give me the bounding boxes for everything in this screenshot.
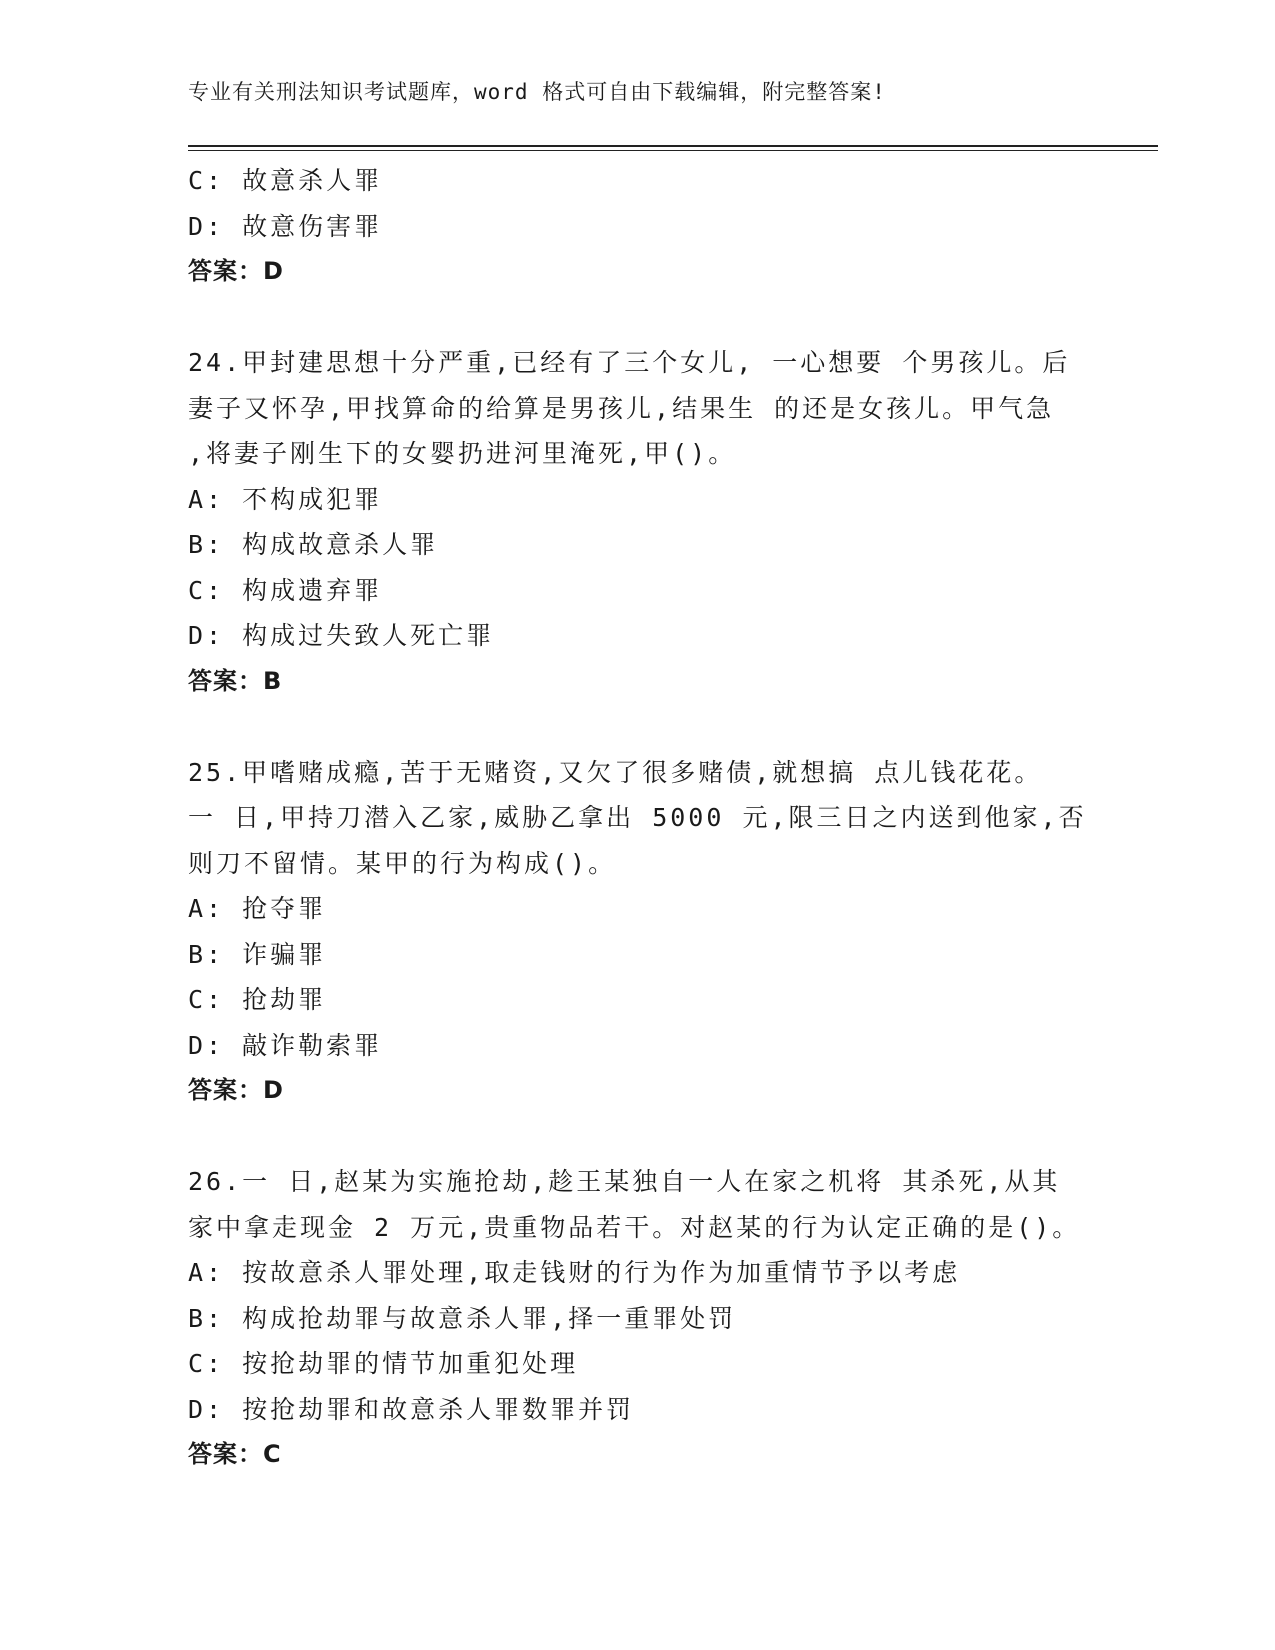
option-line: A: 按故意杀人罪处理,取走钱财的行为作为加重情节予以考虑	[188, 1258, 961, 1287]
option-line: B: 构成抢劫罪与故意杀人罪,择一重罪处罚	[188, 1303, 737, 1333]
answer-line: 答案：D	[188, 257, 284, 285]
option-line: D: 按抢劫罪和故意杀人罪数罪并罚	[188, 1394, 635, 1424]
answer-line: 答案：C	[188, 1440, 282, 1468]
option-line: C: 抢劫罪	[188, 985, 327, 1014]
spacer	[188, 1114, 1088, 1160]
question-stem-line: 则刀不留情。某甲的行为构成()。	[188, 848, 617, 878]
answer-line: 答案：D	[188, 1076, 284, 1104]
page-header: 专业有关刑法知识考试题库，word 格式可自由下载编辑，附完整答案!	[188, 80, 886, 104]
option-line: C: 按抢劫罪的情节加重犯处理	[188, 1349, 579, 1378]
option-line: D: 敲诈勒索罪	[188, 1030, 383, 1060]
question-26	[188, 1159, 1088, 1478]
option-line: D: 构成过失致人死亡罪	[188, 621, 495, 650]
answer-line: 答案：B	[188, 666, 283, 695]
question-stem-line: 25.甲嗜赌成瘾,苦于无赌资,又欠了很多赌债,就想搞 点儿钱花花。	[188, 757, 1043, 787]
option-line: A: 不构成犯罪	[188, 484, 383, 514]
question-24	[188, 340, 1088, 704]
option-line: B: 诈骗罪	[188, 939, 327, 969]
spacer	[188, 704, 1088, 750]
option-line: A: 抢夺罪	[188, 894, 327, 923]
header-divider	[188, 145, 1158, 151]
option-line: D: 故意伤害罪	[188, 211, 383, 241]
question-stem-line: 一 日,甲持刀潜入乙家,威胁乙拿出 5000 元,限三日之内送到他家,否	[188, 803, 1087, 832]
question-stem-line: 26.一 日,赵某为实施抢劫,趁王某独自一人在家之机将 其杀死,从其	[188, 1167, 1061, 1196]
question-content	[188, 158, 1088, 1478]
option-line: C: 故意杀人罪	[188, 166, 383, 195]
spacer	[188, 295, 1088, 341]
question-stem-line: 妻子又怀孕,甲找算命的给算是男孩儿,结果生 的还是女孩儿。甲气急	[188, 393, 1055, 423]
option-line: C: 构成遗弃罪	[188, 575, 383, 605]
question-stem-line: ,将妻子刚生下的女婴扔进河里淹死,甲()。	[188, 439, 737, 468]
question-stem-line: 24.甲封建思想十分严重,已经有了三个女儿, 一心想要 个男孩儿。后	[188, 348, 1071, 377]
question-stem-line: 家中拿走现金 2 万元,贵重物品若干。对赵某的行为认定正确的是()。	[188, 1212, 1081, 1242]
question-25	[188, 750, 1088, 1114]
option-line: B: 构成故意杀人罪	[188, 530, 439, 559]
